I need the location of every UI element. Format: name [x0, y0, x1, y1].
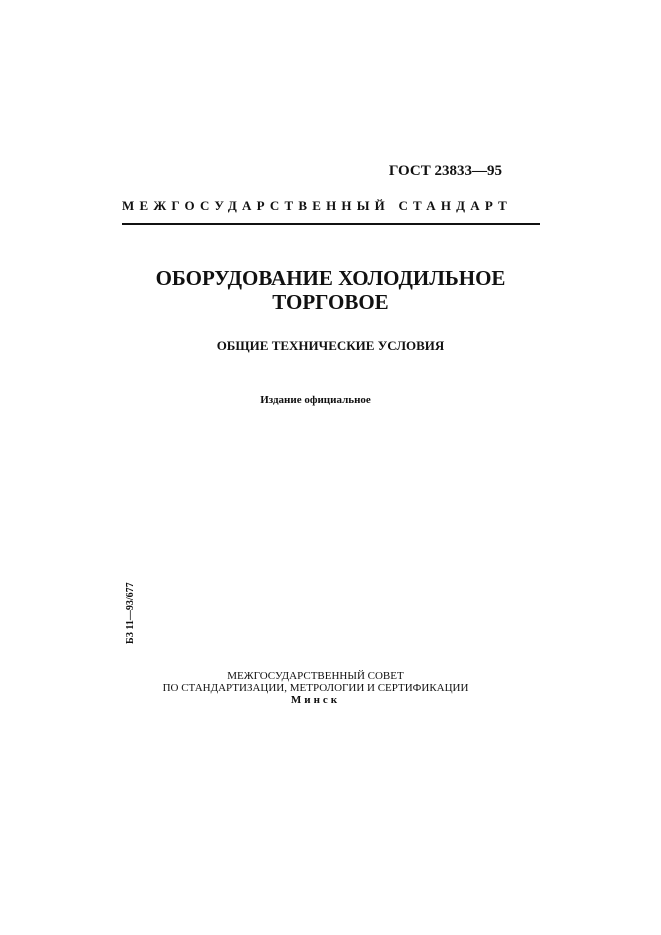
side-code: БЗ 11—93/677	[125, 582, 136, 644]
publisher-line-2: ПО СТАНДАРТИЗАЦИИ, МЕТРОЛОГИИ И СЕРТИФИКАЦИИ	[162, 682, 469, 694]
document-number: ГОСТ 23833—95	[388, 163, 502, 179]
document-subtitle: ОБЩИЕ ТЕХНИЧЕСКИЕ УСЛОВИЯ	[216, 338, 445, 353]
document-title	[0, 266, 661, 314]
title-line-2: ТОРГОВОЕ	[272, 290, 389, 314]
edition-label: Издание официальное	[260, 394, 371, 406]
publisher-city: Минск	[290, 694, 341, 706]
publisher-block	[0, 670, 631, 706]
publisher-line-1: МЕЖГОСУДАРСТВЕННЫЙ СОВЕТ	[227, 670, 404, 682]
interstate-standard-label: МЕЖГОСУДАРСТВЕННЫЙ СТАНДАРТ	[122, 198, 513, 213]
title-line-1: ОБОРУДОВАНИЕ ХОЛОДИЛЬНОЕ	[155, 266, 506, 290]
header-divider	[122, 223, 540, 225]
